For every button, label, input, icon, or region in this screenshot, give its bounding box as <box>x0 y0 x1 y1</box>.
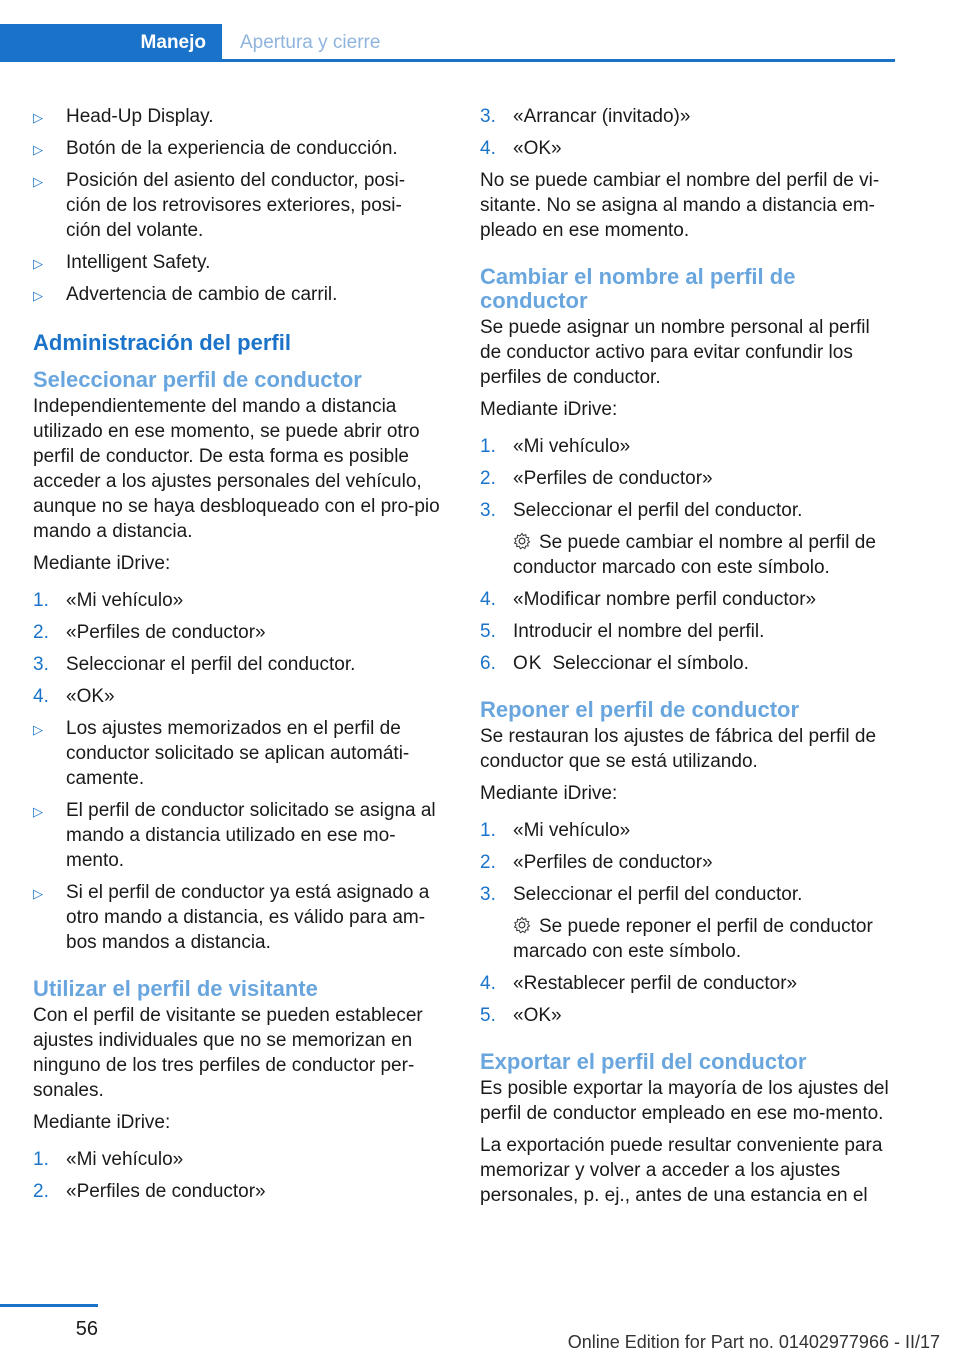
icon-note: Se puede reponer el perfil de conductor marcado con este símbolo. <box>513 916 873 962</box>
paragraph: Se puede asignar un nombre personal al perfil de conductor activo para evitar confundir los perfiles de conductor. <box>480 317 870 388</box>
list-item: 2. «Perfiles de conductor» <box>33 1181 266 1202</box>
footer-rule <box>0 1304 98 1307</box>
list-item: 1. «Mi vehículo» <box>33 1149 184 1170</box>
list-item: ▷ Intelligent Safety. <box>33 250 448 275</box>
triangle-bullet-icon: ▷ <box>33 110 43 125</box>
chapter-tab: Apertura y cierre <box>240 32 381 53</box>
list-item: 3. Seleccionar el perfil del conductor. <box>480 884 803 905</box>
paragraph: La exportación puede resultar conveniente para memorizar y volver a acceder a los ajustes personales, p. ej., antes de una estancia en el <box>480 1135 883 1206</box>
list-item: 2. «Perfiles de conductor» <box>480 468 713 489</box>
paragraph: Es posible exportar la mayoría de los ajustes del perfil de conductor empleado en ese mo-mento. <box>480 1078 889 1124</box>
left-column <box>33 104 448 1211</box>
triangle-bullet-icon: ▷ <box>33 174 43 189</box>
header-rule <box>0 59 895 62</box>
list-item: ▷ Advertencia de cambio de carril. <box>33 282 448 307</box>
ok-symbol-icon: OK <box>513 653 543 674</box>
list-item: ▷ Los ajustes memorizados en el perfil de conductor solicitado se aplican automáti-camente. <box>33 718 410 789</box>
list-item: ▷ Head-Up Display. <box>33 104 448 129</box>
triangle-bullet-icon: ▷ <box>33 142 43 157</box>
paragraph: No se puede cambiar el nombre del perfil de vi-sitante. No se asigna al mando a distancia em-pleado en ese momento. <box>480 170 880 241</box>
heading-reset-profile: Reponer el perfil de conductor <box>480 697 800 722</box>
list-item: 6. OK Seleccionar el símbolo. <box>480 653 749 674</box>
page-number: 56 <box>75 1318 98 1340</box>
gear-icon <box>513 532 531 550</box>
icon-note: Se puede cambiar el nombre al perfil de conductor marcado con este símbolo. <box>513 532 876 578</box>
list-item: 4. «Modificar nombre perfil conductor» <box>480 589 817 610</box>
page-header <box>0 24 895 62</box>
list-item: ▷ El perfil de conductor solicitado se asigna al mando a distancia utilizado en ese mo-mento. <box>33 800 436 871</box>
gear-icon <box>513 916 531 934</box>
heading-export-profile: Exportar el perfil del conductor <box>480 1049 807 1074</box>
triangle-bullet-icon: ▷ <box>33 886 43 901</box>
list-item: 1. «Mi vehículo» <box>480 436 631 457</box>
list-item: 2. «Perfiles de conductor» <box>480 852 713 873</box>
paragraph: Se restauran los ajustes de fábrica del perfil de conductor que se está utilizando. <box>480 726 877 772</box>
list-item: 3. Seleccionar el perfil del conductor. <box>480 500 803 521</box>
list-item: 3. Seleccionar el perfil del conductor. <box>33 654 356 675</box>
list-item: 5. «OK» <box>480 1005 562 1026</box>
list-item: ▷ Botón de la experiencia de conducción. <box>33 136 448 161</box>
triangle-bullet-icon: ▷ <box>33 804 43 819</box>
triangle-bullet-icon: ▷ <box>33 256 43 271</box>
paragraph: Mediante iDrive: <box>480 783 618 804</box>
paragraph: Con el perfil de visitante se pueden establecer ajustes individuales que no se memorizan en ninguno de los tres perfiles de conductor per-sonales. <box>33 1005 423 1101</box>
list-item: 1. «Mi vehículo» <box>33 590 184 611</box>
paragraph: Independientemente del mando a distancia utilizado en ese momento, se puede abrir otro perfil de conductor. De esta forma es posible acceder a los ajustes personales del vehículo, aunque no se haya desbloqueado con el pro-pio mando a distancia. <box>33 396 440 542</box>
paragraph: Mediante iDrive: <box>480 399 618 420</box>
list-item: 2. «Perfiles de conductor» <box>33 622 266 643</box>
heading-select-profile: Seleccionar perfil de conductor <box>33 367 362 392</box>
list-item: 5. Introducir el nombre del perfil. <box>480 621 765 642</box>
section-tab: Manejo <box>0 24 222 62</box>
list-item: 4. «Restablecer perfil de conductor» <box>480 973 798 994</box>
list-item: ▷ Posición del asiento del conductor, posi- ción de los retrovisores exteriores, posi- ción del volante. <box>33 170 406 241</box>
heading-profile-admin: Administración del perfil <box>33 330 291 355</box>
list-item: 4. «OK» <box>33 686 115 707</box>
triangle-bullet-icon: ▷ <box>33 288 43 303</box>
triangle-bullet-icon: ▷ <box>33 722 43 737</box>
list-item: 4. «OK» <box>480 138 562 159</box>
heading-rename-profile: Cambiar el nombre al perfil de conductor <box>480 264 796 313</box>
paragraph: Mediante iDrive: <box>33 553 171 574</box>
list-item: 1. «Mi vehículo» <box>480 820 631 841</box>
list-item: ▷ Si el perfil de conductor ya está asignado a otro mando a distancia, es válido para am-bos mandos a distancia. <box>33 882 430 953</box>
right-column <box>480 104 895 1215</box>
heading-guest-profile: Utilizar el perfil de visitante <box>33 976 318 1001</box>
list-item: 3. «Arrancar (invitado)» <box>480 106 691 127</box>
paragraph: Mediante iDrive: <box>33 1112 171 1133</box>
edition-note: Online Edition for Part no. 01402977966 - II/17 <box>567 1332 940 1352</box>
